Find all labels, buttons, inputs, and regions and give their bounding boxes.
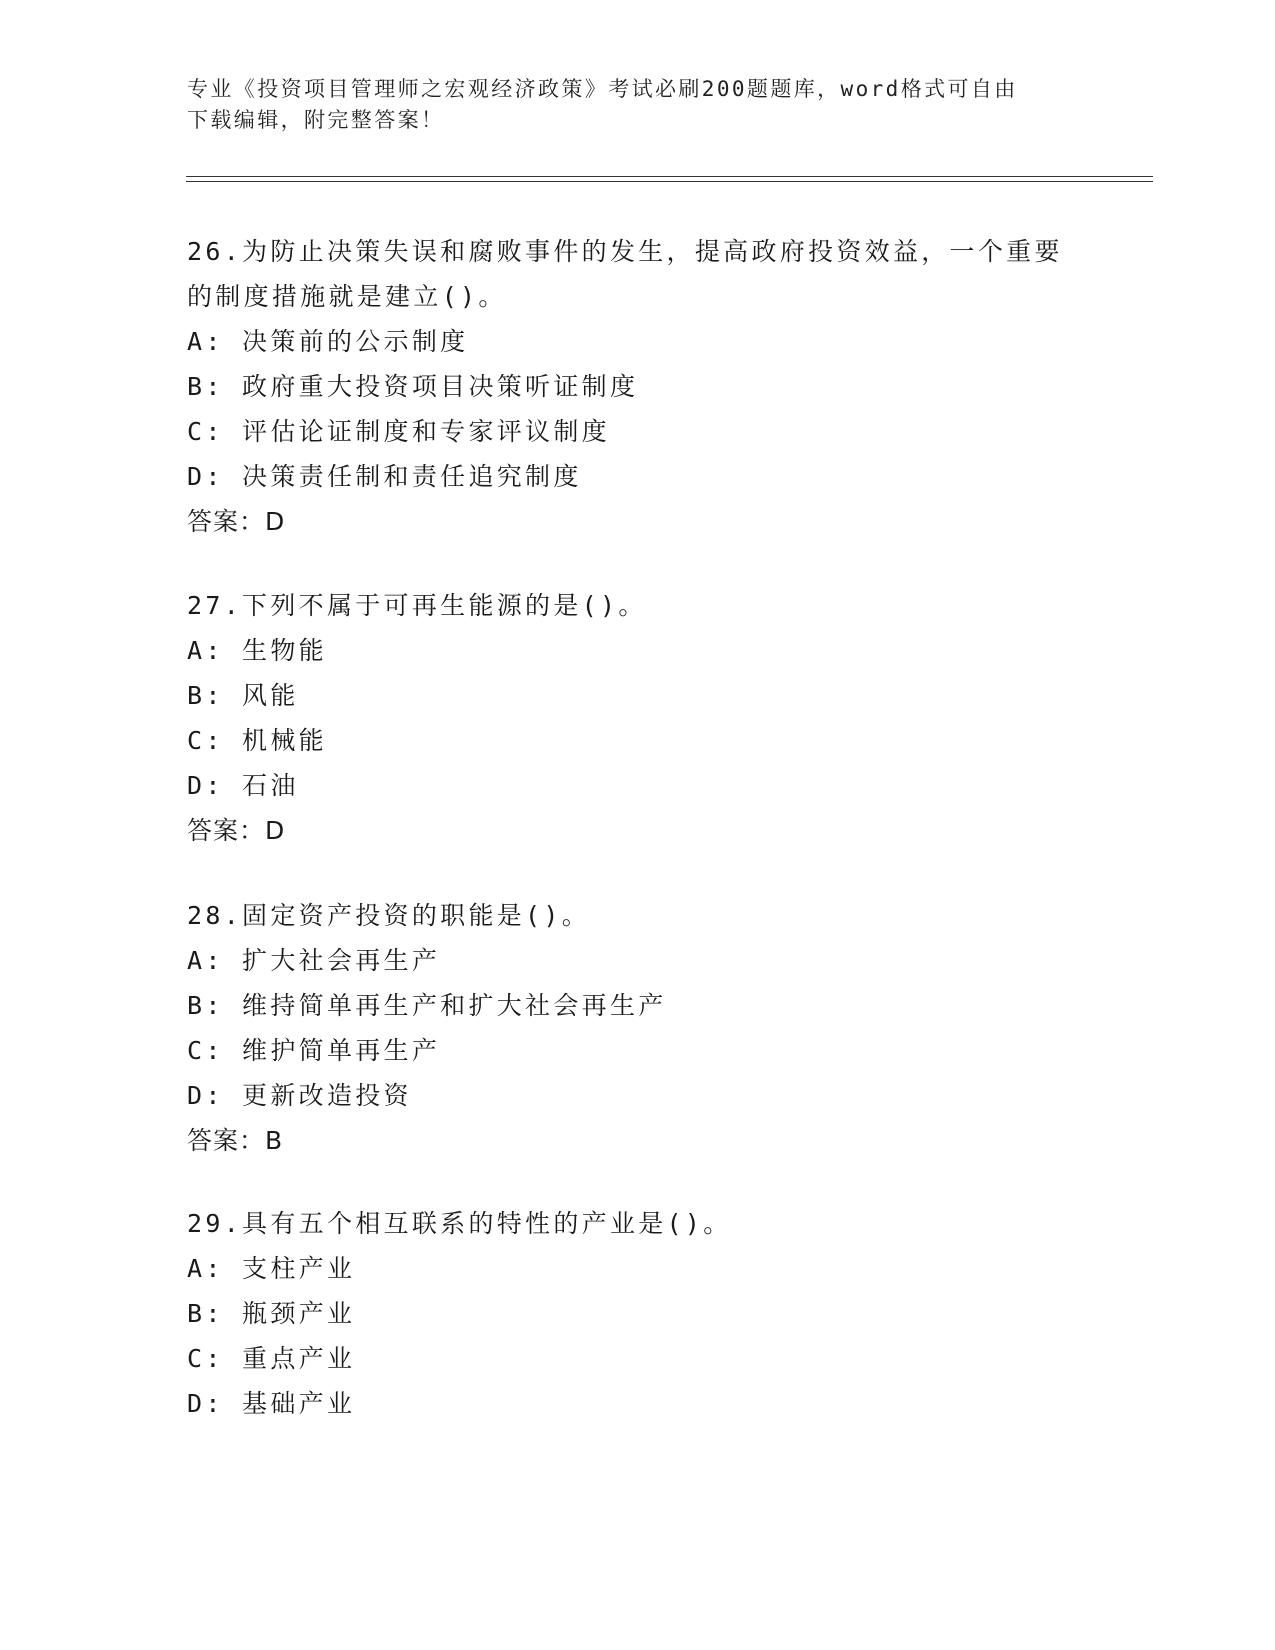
answer: 答案：D [187, 507, 286, 536]
question-title: 28.固定资产投资的职能是()。 [187, 901, 591, 930]
option-b: B: 政府重大投资项目决策听证制度 [187, 372, 639, 401]
option-a: A: 决策前的公示制度 [187, 327, 469, 356]
option-b: B: 风能 [187, 681, 299, 710]
question-26 [187, 229, 1087, 544]
option-b: B: 瓶颈产业 [187, 1299, 356, 1328]
question-29 [187, 1201, 1087, 1426]
document-header [187, 74, 1067, 136]
option-c: C: 维护简单再生产 [187, 1036, 441, 1065]
option-a: A: 生物能 [187, 636, 327, 665]
option-d: D: 决策责任制和责任追究制度 [187, 462, 582, 491]
question-title-continued: 的制度措施就是建立()。 [187, 282, 507, 311]
option-d: D: 基础产业 [187, 1389, 356, 1418]
option-d: D: 更新改造投资 [187, 1081, 412, 1110]
question-title: 27.下列不属于可再生能源的是()。 [187, 591, 647, 620]
option-d: D: 石油 [187, 771, 299, 800]
question-27 [187, 583, 1087, 853]
option-a: A: 支柱产业 [187, 1254, 356, 1283]
header-divider-top [186, 176, 1153, 177]
header-divider-bottom [186, 181, 1153, 182]
answer: 答案：B [187, 1126, 284, 1155]
option-c: C: 重点产业 [187, 1344, 356, 1373]
question-title: 26.为防止决策失误和腐败事件的发生，提高政府投资效益，一个重要 [187, 237, 1063, 266]
header-line-1: 专业《投资项目管理师之宏观经济政策》考试必刷200题题库，word格式可自由 [187, 77, 1018, 101]
option-c: C: 机械能 [187, 726, 327, 755]
option-a: A: 扩大社会再生产 [187, 946, 441, 975]
answer: 答案：D [187, 816, 286, 845]
question-title: 29.具有五个相互联系的特性的产业是()。 [187, 1209, 732, 1238]
header-line-2: 下载编辑，附完整答案！ [187, 108, 445, 132]
option-b: B: 维持简单再生产和扩大社会再生产 [187, 991, 667, 1020]
option-c: C: 评估论证制度和专家评议制度 [187, 417, 610, 446]
question-28 [187, 893, 1087, 1163]
